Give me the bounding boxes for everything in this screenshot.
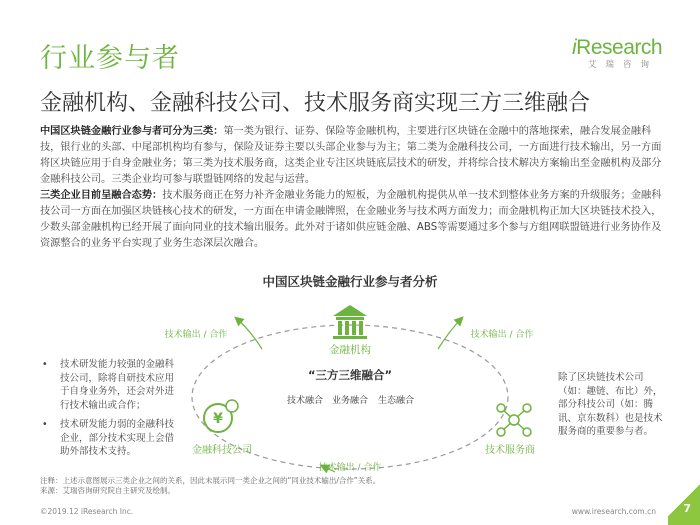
paragraph-fusion-lead: 三类企业目前呈融合态势：: [40, 190, 163, 201]
node-label-fintech: 金融科技公司: [192, 445, 252, 456]
svg-text:¥: ¥: [213, 411, 223, 427]
bank-icon: [333, 305, 367, 339]
arrow-top-right: [438, 318, 462, 349]
footer-note-line2: 来源：艾瑞咨询研究院自主研究及绘制。: [40, 485, 175, 495]
page-number: 7: [683, 502, 691, 515]
center-item-tech: 技术融合: [286, 396, 324, 406]
center-item-ecosystem: 生态融合: [377, 396, 415, 406]
arrow-bottom: [322, 466, 335, 472]
paragraph-fusion-body: 技术服务商正在努力补齐金融业务能力的短板，为金融机构提供从单一技术到整体业务方案的升级服务；金融科技公司一方面在加强区块链核心技术的研发，一方面在申请金融牌照，在金融业务与技术两方面发力；而金融机构正加大区块链技术投入，少数头部金融机构已经开展了面向同业的技术输出服务。此外对于诸如供应链金融、ABS等需要通过多个参与方组网联盟链进行业务协作及资源整合的业务平台实现了业务生态深层次融合。: [40, 190, 662, 249]
arrow-label-top-right: 技术输出 / 合作: [470, 330, 534, 340]
node-label-bank: 金融机构: [329, 344, 371, 356]
website-link[interactable]: www.iresearch.com.cn: [571, 507, 656, 516]
left-notes: [40, 358, 182, 465]
center-item-business: 业务融合: [331, 396, 369, 406]
footer-note: [40, 476, 380, 495]
center-title: “三方三维融合”: [307, 368, 393, 382]
paragraph-participants-body: 第一类为银行、证券、保险等金融机构，主要进行区块链在金融中的落地探索，融合发展金融科技，银行业的头部、中尾部机构均有参与，保险及证券主要以头部企业参与为主；第二类为金融科技公司，一方面进行技术输出，另一方面将区块链应用于自身金融业务；第三类为技术服务商，这类企业专注区块链底层技术的研发，并将综合技术解决方案输出至金融机构及部分金融科技公司。三类企业均可参与联盟链网络的发起与运营。: [40, 126, 662, 185]
body-text: [40, 124, 665, 252]
paragraph-participants-lead: 中国区块链金融行业参与者可分为三类：: [40, 126, 224, 137]
iresearch-logo: [572, 36, 662, 70]
arrow-label-bottom: 技术输出 / 合作: [318, 463, 382, 473]
logo-chinese: 艾瑞咨询: [587, 60, 658, 70]
left-note-1: • 技术研发能力较强的金融科技公司，除将自研技术应用于自身业务外，还会对外进行技术输出或合作；: [40, 358, 182, 412]
logo-wordmark: iResearch: [572, 36, 663, 59]
footer-note-line1: 注释：上述示意图展示三类企业之间的关系，因此未展示同一类企业之间的“同业技术输出/合作”关系。: [40, 476, 381, 485]
network-icon: [497, 404, 531, 436]
page-subtitle: 金融机构、金融科技公司、技术服务商实现三方三维融合: [40, 91, 591, 116]
paragraph-fusion: [40, 188, 665, 252]
page-title: 行业参与者: [40, 43, 180, 74]
copyright: ©2019.12 iResearch Inc.: [40, 507, 134, 516]
node-label-tech-provider: 技术服务商: [485, 445, 535, 456]
right-note: 除了区块链技术公司（如：趣链、布比）外，部分科技公司（如：腾讯、京东数科）也是技术服务商的重要参与者。: [558, 372, 663, 437]
page-number-corner: [668, 475, 700, 525]
coin-icon: [204, 400, 238, 432]
arrow-top-left: [236, 318, 262, 349]
diagram-title: 中国区块链金融行业参与者分析: [262, 274, 438, 289]
fusion-ellipse: [192, 325, 508, 469]
left-note-2: • 技术研发能力弱的金融科技企业，部分技术实现上会借助外部技术支持。: [40, 418, 182, 459]
paragraph-participants: [40, 124, 665, 188]
arrow-label-top-left: 技术输出 / 合作: [164, 330, 228, 340]
